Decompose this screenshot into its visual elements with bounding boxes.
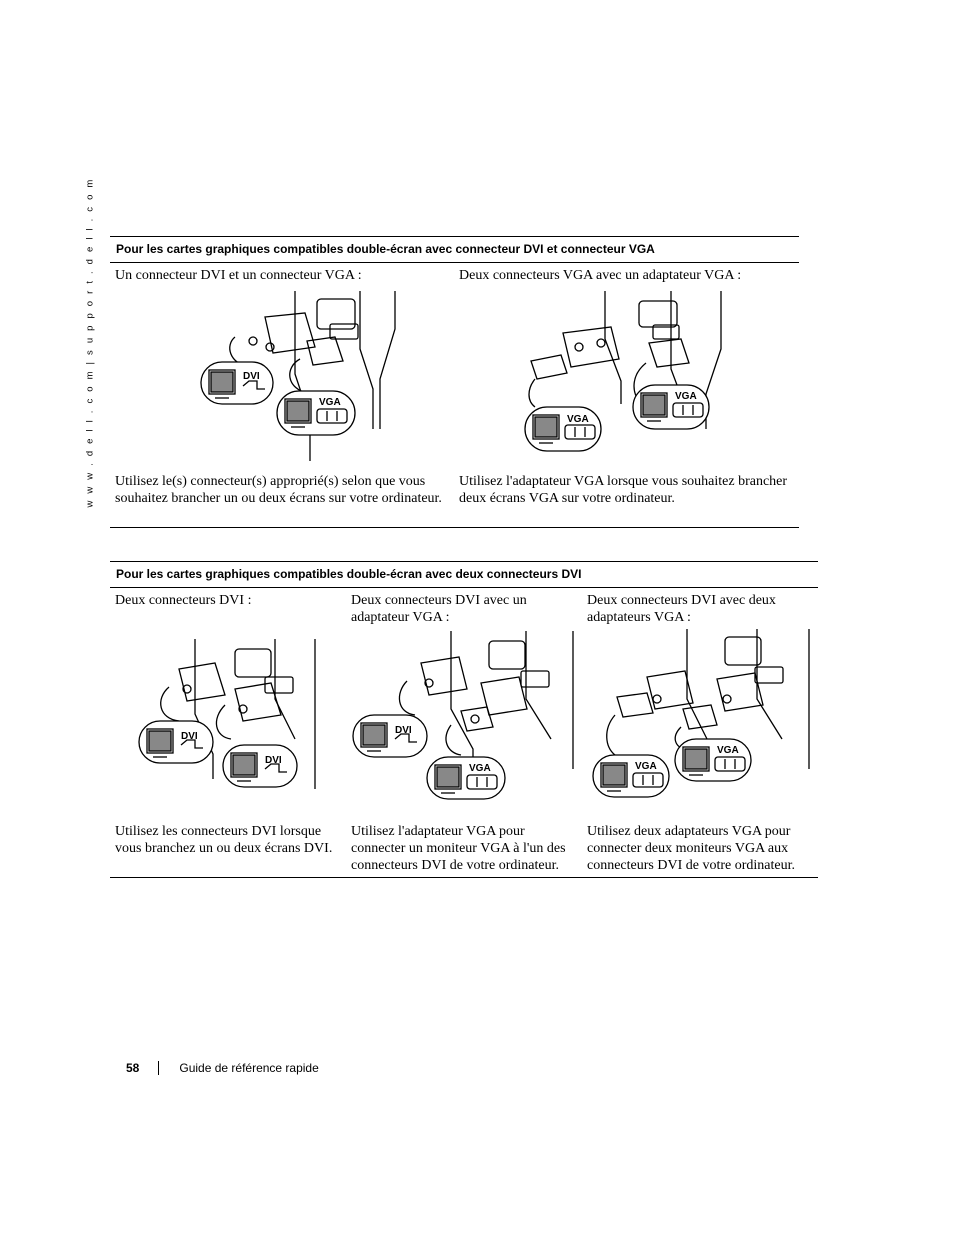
connector-tag: VGA [567, 414, 589, 425]
page-number: 58 [126, 1061, 140, 1075]
connector-illustration [351, 629, 576, 819]
footer-title: Guide de référence rapide [179, 1061, 319, 1075]
connector-tag: VGA [319, 397, 341, 408]
cell-label: Deux connecteurs DVI avec un adaptateur VGA : [351, 593, 527, 625]
cell-description: Utilisez deux adaptateurs VGA pour connecter deux moniteurs VGA aux connecteurs DVI de votre ordinateur. [587, 824, 795, 873]
connector-illustration [459, 289, 792, 469]
table-row [110, 263, 799, 528]
table-header: Pour les cartes graphiques compatibles double-écran avec deux connecteurs DVI [110, 561, 818, 588]
cell-label: Deux connecteurs DVI avec deux adaptateurs VGA : [587, 593, 776, 625]
connector-tag: VGA [635, 761, 657, 772]
vga-adapter-connector-diagram [521, 289, 781, 464]
table-row [110, 588, 818, 878]
sidebar-url [83, 177, 97, 508]
footer-divider [158, 1061, 159, 1075]
cell-description: Utilisez les connecteurs DVI lorsque vous branchez un ou deux écrans DVI. [115, 824, 333, 856]
cell-description: Utilisez l'adaptateur VGA pour connecter un moniteur VGA à l'un des connecteurs DVI de votre ordinateur. [351, 824, 566, 873]
table-dvi-dvi [110, 561, 818, 878]
table-cell [110, 588, 346, 877]
connector-tag: DVI [181, 731, 198, 742]
connector-tag: VGA [469, 763, 491, 774]
page-footer [126, 1061, 319, 1075]
cell-label: Un connecteur DVI et un connecteur VGA : [115, 268, 362, 283]
connector-illustration [115, 289, 448, 469]
table-cell [110, 263, 454, 527]
cell-description: Utilisez le(s) connecteur(s) approprié(s) selon que vous souhaitez brancher un ou deux écrans sur votre ordinateur. [115, 474, 442, 506]
cell-label: Deux connecteurs VGA avec un adaptateur VGA : [459, 268, 742, 283]
table-header: Pour les cartes graphiques compatibles double-écran avec connecteur DVI et connecteur VGA [110, 236, 799, 263]
cell-description: Utilisez l'adaptateur VGA lorsque vous souhaitez brancher deux écrans VGA sur votre ordinateur. [459, 474, 788, 506]
connector-tag: DVI [395, 725, 412, 736]
table-cell [454, 263, 798, 527]
dvi-dvi-connector-diagram [135, 629, 335, 804]
connector-illustration [587, 629, 812, 819]
sidebar-url-text: w w w . d e l l . c o m | s u p p o r t . d e l l . c o m [84, 177, 96, 508]
table-dvi-vga [110, 236, 799, 528]
table-cell [346, 588, 582, 877]
table-cell [582, 588, 818, 877]
dvi-vga-adapter-diagram [351, 629, 581, 804]
dvi-two-vga-adapter-diagram [587, 629, 817, 804]
connector-illustration [115, 629, 340, 819]
connector-tag: VGA [717, 745, 739, 756]
connector-tag: DVI [243, 371, 260, 382]
connector-tag: VGA [675, 391, 697, 402]
dvi-vga-connector-diagram [195, 289, 455, 464]
connector-tag: DVI [265, 755, 282, 766]
cell-label: Deux connecteurs DVI : [115, 593, 252, 608]
